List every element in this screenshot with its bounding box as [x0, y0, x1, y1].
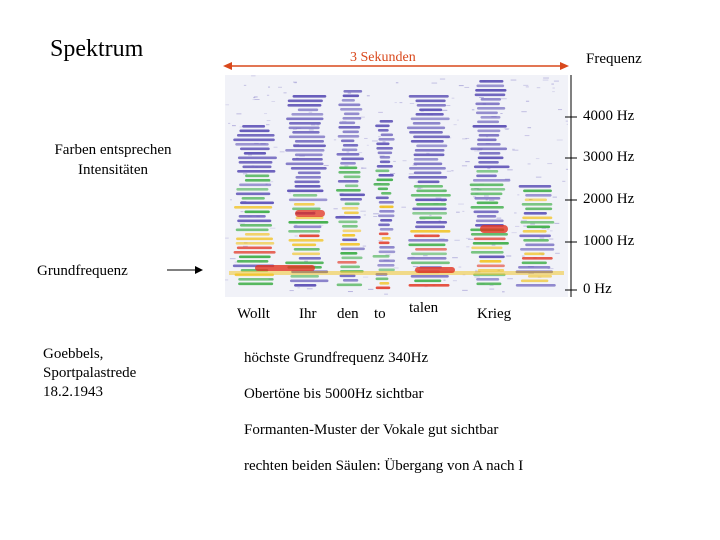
observation-list	[244, 345, 523, 489]
duration-label: 3 Sekunden	[350, 50, 416, 65]
freq-tick-4000: 4000 Hz	[583, 108, 635, 124]
observation-item: Formanten-Muster der Vokale gut sichtbar	[244, 422, 499, 438]
observation-item: rechten beiden Säulen: Übergang von A nach I	[244, 458, 524, 474]
frequency-axis	[565, 75, 577, 297]
source-line-3: 18.2.1943	[43, 384, 103, 400]
frequency-axis-title: Frequenz	[586, 51, 642, 67]
word-label-den: den	[337, 306, 359, 322]
word-label-talen: talen	[409, 300, 439, 316]
fundamental-label: Grundfrequenz	[37, 263, 128, 279]
fundamental-arrow	[167, 266, 203, 274]
word-label-to: to	[374, 306, 386, 322]
freq-tick-1000: 1000 Hz	[583, 233, 635, 249]
source-line-1: Goebbels,	[43, 346, 104, 362]
word-label-ihr: Ihr	[299, 306, 317, 322]
slide-title: Spektrum	[50, 36, 144, 62]
observation-item: Obertöne bis 5000Hz sichtbar	[244, 386, 424, 402]
freq-tick-2000: 2000 Hz	[583, 191, 635, 207]
word-label-wollt: Wollt	[237, 306, 270, 322]
word-label-krieg: Krieg	[477, 306, 512, 322]
color-intensity-note-text: Farben entsprechen Intensitäten	[54, 142, 172, 178]
freq-tick-0: 0 Hz	[583, 281, 612, 297]
source-line-2: Sportpalastrede	[43, 365, 137, 381]
duration-arrow	[223, 62, 569, 70]
observation-item: höchste Grundfrequenz 340Hz	[244, 350, 429, 366]
freq-tick-3000: 3000 Hz	[583, 149, 635, 165]
